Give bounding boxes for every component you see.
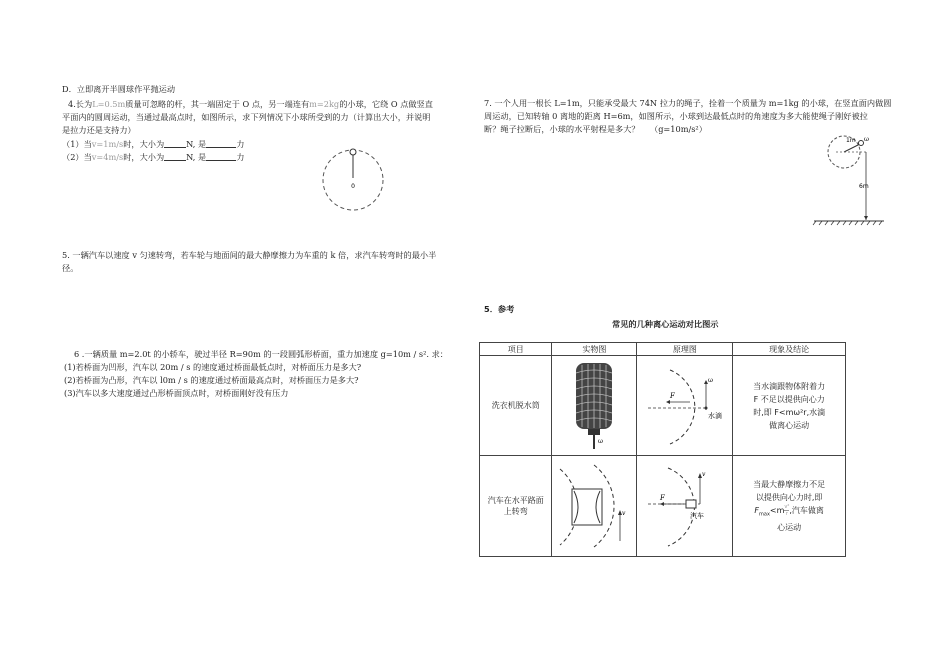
q6-line4: (3)汽车以多大速度通过凸形桥面顶点时，对桥面刚好没有压力 [64, 388, 289, 398]
q4-c1-blank2[interactable] [206, 138, 236, 148]
q4-line3: 是拉力还是支持力） [62, 125, 136, 135]
ref-heading: 5．参考 [484, 304, 515, 314]
q6-line2: (1)若桥面为凹形，汽车以 20m / s 的速度通过桥面最低点时，对桥面压力是多大? [64, 362, 362, 372]
car-force-diagram [640, 460, 730, 550]
q7-rope-figure [808, 130, 890, 228]
option-d: D．立即离开半圆球作平抛运动 [62, 84, 176, 94]
q4-c1-blank[interactable] [164, 138, 186, 148]
height-label: 6m [859, 183, 869, 190]
cell-item-washer: 洗衣机脱水筒 [480, 356, 552, 456]
q4-c1-end: 力 [236, 139, 245, 149]
conclusion-line: F 不足以提供向心力 [753, 394, 825, 404]
cell-principle-washer [637, 356, 733, 456]
cell-conclusion-car [733, 456, 846, 557]
conclusion-line: 时,即 F<mω²r,水滴 [753, 407, 826, 417]
q7-line2: 周运动，已知转轴 0 离地的距离 H=6m，如图所示，小球到达最低点时的角速度为多大能使绳子刚好被拉 [484, 111, 868, 121]
q4-c2-end: 力 [236, 152, 245, 162]
car-box [572, 489, 602, 525]
pivot-label: 0 [351, 183, 355, 190]
car-block [686, 500, 696, 508]
conclusion-line: 以提供向心力时,即 [755, 492, 823, 502]
table-title: 常见的几种离心运动对比图示 [612, 319, 719, 329]
force-label: F [659, 494, 665, 502]
cell-photo-car [552, 456, 637, 557]
q6-line3: (2)若桥面为凸形，汽车以 l0m / s 的速度通过桥面最高点时，对桥面压力是多大? [64, 375, 359, 385]
fraction-numerator: v² [784, 503, 790, 510]
q7-g: （g=10m/s²） [650, 124, 707, 134]
q4-l1-mid: 质量可忽略的杆，其一端固定于 O 点，另一端连有 [125, 99, 310, 109]
header-principle: 原理图 [637, 343, 733, 356]
omega-icon: ω [598, 437, 604, 445]
force-label: F [669, 391, 675, 400]
car-turn-illustration [554, 459, 634, 551]
q4-length: L=0.5m [92, 99, 126, 109]
q4-l1-pre: 4.长为 [68, 99, 93, 109]
ball [859, 141, 864, 146]
formula-post: ,汽车做离 [789, 505, 824, 515]
q5-line2: 径。 [62, 263, 79, 273]
cell-principle-car [637, 456, 733, 557]
header-item: 项目 [480, 343, 552, 356]
q4-c2-blank2[interactable] [206, 151, 236, 161]
drum-base [588, 429, 600, 435]
q4-c1-v: v=1m/s [91, 139, 124, 149]
q4-c1-unit: N, 是 [186, 139, 207, 149]
conclusion-line: 心运动 [777, 523, 802, 533]
table-row-washer [480, 356, 846, 456]
conclusion-formula [733, 504, 845, 522]
water-drop-label: 水滴 [707, 411, 722, 420]
velocity-label: v [622, 510, 626, 517]
q4-mass: m=2kg [309, 99, 340, 109]
height-arrow [864, 216, 868, 220]
omega-label: ω [864, 136, 869, 143]
table-header-row [480, 343, 846, 356]
item-line: 上转弯 [503, 507, 528, 516]
q7-line1: 7. 一个人用一根长 L=1m，只能承受最大 74N 拉力的绳子，拴着一个质量为 m=1kg 的小球，在竖直面内做圆 [484, 98, 892, 108]
q7-line3 [484, 123, 707, 135]
q7-l3-text: 断？绳子拉断后，小球的水平射程是多大？ [484, 124, 640, 134]
comparison-table [479, 342, 846, 557]
q4-line1 [68, 98, 433, 110]
q4-line2: 平面内的圆周运动，当通过最高点时，如图所示，求下列情况下小球所受到的力（计算出大小，并说明 [62, 112, 431, 122]
velocity-label: v [701, 471, 706, 478]
rope-length-label: 1m [846, 137, 856, 144]
fraction-denominator: r [785, 510, 788, 517]
spin-drum-illustration [564, 359, 624, 451]
q4-case2 [62, 151, 244, 163]
cell-photo-washer [552, 356, 637, 456]
formula-f: F [754, 505, 760, 515]
header-photo: 实物图 [552, 343, 637, 356]
water-drop-diagram [640, 360, 730, 450]
car-label: 汽车 [689, 512, 704, 520]
q4-c2-unit: N, 是 [186, 152, 207, 162]
q6-line1: 6 .一辆质量 m=2.0t 的小轿车，驶过半径 R=90m 的一段圆弧形桥面，重力加速度 g=10m / s². 求： [74, 349, 448, 359]
q5-line1: 5. 一辆汽车以速度 v 匀速转弯，若车轮与地面间的最大静摩擦力为车重的 k 倍，求汽车转弯时的最小半 [62, 250, 437, 260]
ground-hatch [813, 221, 882, 225]
q4-c2-blank[interactable] [164, 151, 186, 161]
rope [844, 144, 860, 152]
water-drop [704, 406, 707, 409]
cell-conclusion-washer [733, 356, 846, 456]
formula-max: max [759, 511, 770, 518]
omega-label: ω [707, 376, 713, 384]
table-row-car [480, 456, 846, 557]
q4-c1-pre: （1）当 [62, 139, 92, 149]
drum-arc [670, 370, 695, 444]
item-line: 汽车在水平路面 [487, 496, 544, 505]
q4-rod-figure [318, 142, 390, 214]
formula-m: <m [769, 505, 785, 515]
ball [350, 149, 356, 155]
conclusion-line: 当水滴跟物体附着力 [753, 381, 826, 391]
q4-c2-v: v=4m/s [91, 152, 124, 162]
q4-case1 [62, 138, 244, 150]
cell-item-car [480, 456, 552, 557]
q4-c1-mid: 时，大小为 [123, 139, 165, 149]
q4-c2-mid: 时，大小为 [123, 152, 165, 162]
conclusion-line: 当最大静摩擦力不足 [753, 479, 826, 489]
header-conclusion: 现象及结论 [733, 343, 846, 356]
q4-c2-pre: （2）当 [62, 152, 92, 162]
conclusion-line: 做离心运动 [769, 420, 810, 430]
q4-l1-post: 的小球，它绕 O 点做竖直 [339, 99, 433, 109]
